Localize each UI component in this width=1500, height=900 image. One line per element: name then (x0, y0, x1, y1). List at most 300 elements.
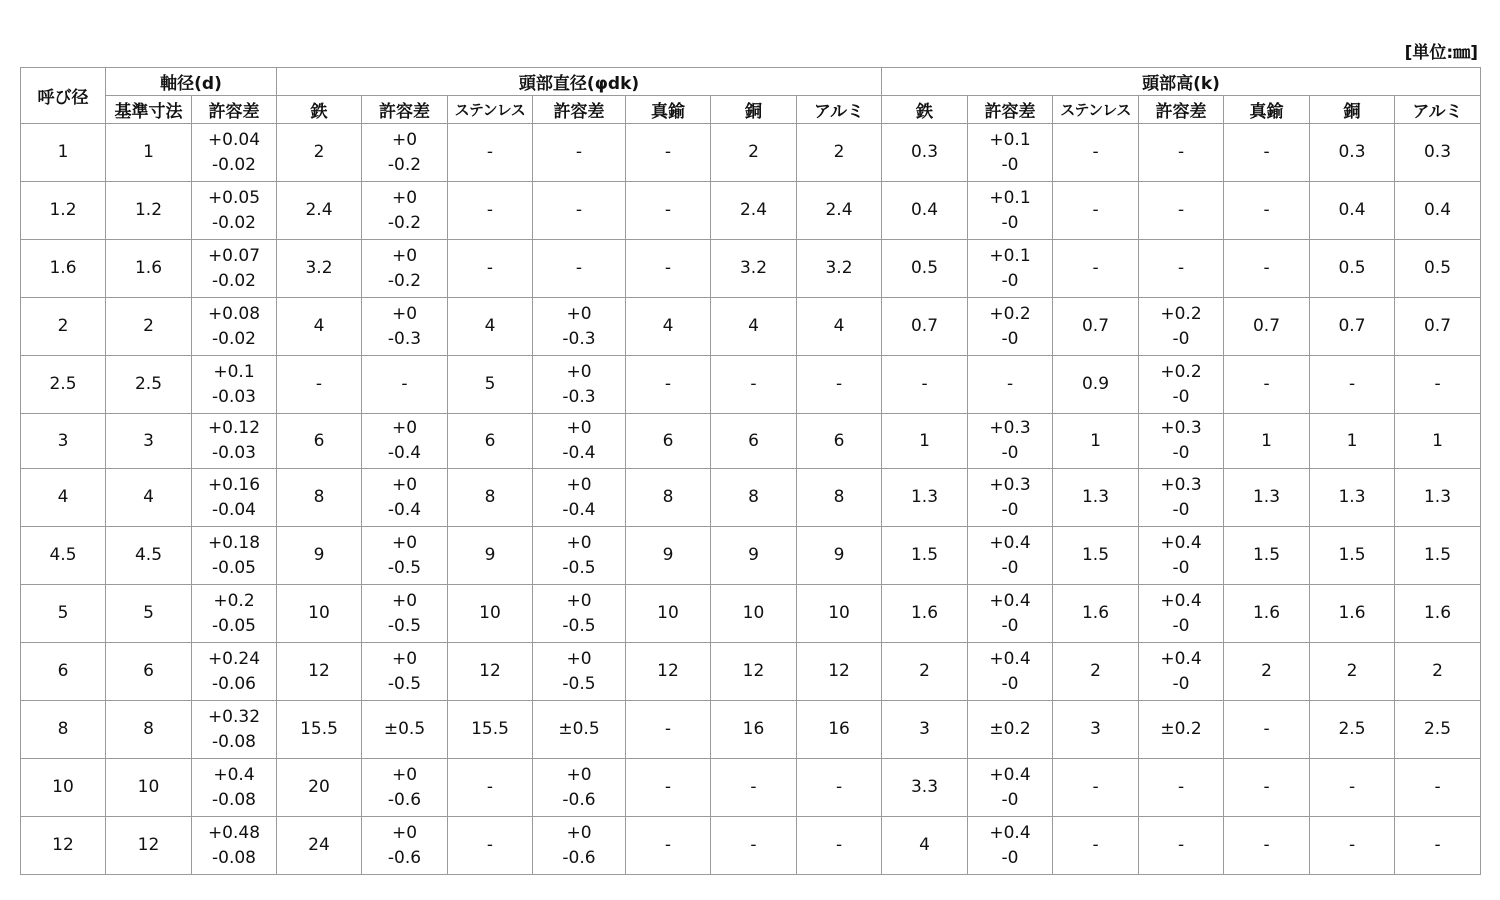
cell-dk-iron: 10 (277, 585, 362, 643)
table-row (21, 585, 1481, 643)
cell-dk-stainless: 8 (448, 469, 533, 527)
cell-dk-aluminum: 6 (797, 414, 882, 469)
cell-k-iron-tolerance (968, 414, 1053, 469)
cell-k-aluminum: 0.4 (1395, 182, 1481, 240)
cell-k-copper: 0.7 (1310, 298, 1395, 356)
cell-dk-iron: 12 (277, 643, 362, 701)
tolerance-value: +0.2 (1160, 361, 1202, 382)
header-k-stainless: ステンレス (1053, 96, 1139, 124)
tolerance-value: - (1177, 200, 1185, 220)
cell-k-stainless: 0.9 (1053, 356, 1139, 414)
cell-dk-iron: 6 (277, 414, 362, 469)
tolerance-value: -0.06 (212, 673, 256, 694)
cell-k-stainless-tolerance (1139, 701, 1224, 759)
cell-shaft-tolerance (192, 124, 277, 182)
cell-dk-iron: 2.4 (277, 182, 362, 240)
table-body (21, 124, 1481, 875)
cell-k-aluminum: 1.5 (1395, 527, 1481, 585)
cell-dk-aluminum: 10 (797, 585, 882, 643)
cell-k-stainless: 1.5 (1053, 527, 1139, 585)
cell-k-stainless-tolerance (1139, 817, 1224, 875)
cell-k-aluminum: 0.3 (1395, 124, 1481, 182)
cell-dk-iron: 9 (277, 527, 362, 585)
cell-nominal: 4 (21, 469, 106, 527)
cell-dk-brass: 4 (626, 298, 711, 356)
header-head-height-group: 頭部高(k) (882, 68, 1481, 96)
cell-k-copper: 2 (1310, 643, 1395, 701)
cell-k-brass: 1.6 (1224, 585, 1310, 643)
cell-dk-iron-tolerance (362, 182, 448, 240)
cell-k-stainless: 0.7 (1053, 298, 1139, 356)
header-row-1 (21, 68, 1481, 96)
tolerance-value: +0.1 (989, 187, 1031, 208)
tolerance-value: - (1177, 835, 1185, 855)
table-row (21, 182, 1481, 240)
tolerance-value: +0 (566, 532, 592, 553)
cell-dk-stainless: 6 (448, 414, 533, 469)
cell-shaft-basic: 4 (106, 469, 192, 527)
cell-k-stainless: - (1053, 240, 1139, 298)
cell-dk-copper: - (711, 356, 797, 414)
tolerance-value: -0.5 (387, 557, 422, 578)
cell-k-iron-tolerance (968, 643, 1053, 701)
cell-shaft-basic: 3 (106, 414, 192, 469)
cell-k-iron-tolerance (968, 469, 1053, 527)
cell-k-stainless: - (1053, 759, 1139, 817)
header-dk-copper: 銅 (711, 96, 797, 124)
tolerance-value: -0.5 (562, 557, 596, 578)
tolerance-value: +0 (391, 764, 418, 785)
tolerance-value: +0.24 (207, 648, 261, 669)
cell-dk-stainless: - (448, 182, 533, 240)
cell-shaft-tolerance (192, 298, 277, 356)
cell-dk-stainless: - (448, 124, 533, 182)
cell-dk-iron-tolerance (362, 356, 448, 414)
tolerance-value: +0 (391, 822, 418, 843)
header-row-2 (21, 96, 1481, 124)
cell-nominal: 12 (21, 817, 106, 875)
tolerance-value: -0 (1001, 789, 1019, 810)
cell-k-iron: 1.6 (882, 585, 968, 643)
cell-k-aluminum: 2.5 (1395, 701, 1481, 759)
cell-dk-aluminum: - (797, 759, 882, 817)
cell-dk-copper: 8 (711, 469, 797, 527)
tolerance-value: - (1177, 258, 1185, 278)
cell-k-stainless: 1.6 (1053, 585, 1139, 643)
cell-k-iron-tolerance (968, 585, 1053, 643)
tolerance-value: +0 (566, 822, 592, 843)
cell-k-aluminum: 1.6 (1395, 585, 1481, 643)
cell-k-stainless: 2 (1053, 643, 1139, 701)
cell-k-brass: - (1224, 240, 1310, 298)
tolerance-value: +0.2 (1160, 303, 1202, 324)
cell-shaft-tolerance (192, 414, 277, 469)
cell-dk-brass: 9 (626, 527, 711, 585)
cell-dk-iron-tolerance (362, 527, 448, 585)
tolerance-value: -0.5 (387, 615, 422, 636)
cell-dk-aluminum: 8 (797, 469, 882, 527)
cell-dk-aluminum: 9 (797, 527, 882, 585)
cell-k-aluminum: 0.5 (1395, 240, 1481, 298)
tolerance-value: -0.02 (212, 328, 256, 349)
cell-dk-stainless-tolerance (533, 527, 626, 585)
header-dk-aluminum: アルミ (797, 96, 882, 124)
cell-k-brass: - (1224, 701, 1310, 759)
tolerance-value: +0 (391, 187, 418, 208)
cell-k-iron-tolerance (968, 124, 1053, 182)
cell-k-iron-tolerance (968, 182, 1053, 240)
tolerance-value: +0 (391, 648, 418, 669)
tolerance-value: -0.02 (212, 154, 256, 175)
cell-dk-aluminum: 16 (797, 701, 882, 759)
header-k-copper: 銅 (1310, 96, 1395, 124)
cell-dk-copper: - (711, 817, 797, 875)
cell-k-aluminum: - (1395, 759, 1481, 817)
tolerance-value: +0.16 (207, 474, 261, 495)
cell-shaft-tolerance (192, 643, 277, 701)
cell-dk-brass: - (626, 182, 711, 240)
cell-k-aluminum: 1.3 (1395, 469, 1481, 527)
cell-dk-brass: 6 (626, 414, 711, 469)
cell-k-brass: - (1224, 182, 1310, 240)
tolerance-value: +0.4 (989, 822, 1031, 843)
cell-dk-aluminum: 3.2 (797, 240, 882, 298)
cell-k-copper: 2.5 (1310, 701, 1395, 759)
cell-nominal: 5 (21, 585, 106, 643)
tolerance-value: -0 (1001, 615, 1019, 636)
cell-k-copper: - (1310, 356, 1395, 414)
cell-dk-iron: 15.5 (277, 701, 362, 759)
cell-k-iron: 1.5 (882, 527, 968, 585)
cell-k-brass: - (1224, 356, 1310, 414)
tolerance-value: -0.08 (212, 789, 256, 810)
table-row (21, 527, 1481, 585)
cell-dk-stainless: 10 (448, 585, 533, 643)
header-k-brass: 真鍮 (1224, 96, 1310, 124)
cell-nominal: 1.2 (21, 182, 106, 240)
tolerance-value: -0 (1172, 673, 1190, 694)
cell-k-copper: - (1310, 817, 1395, 875)
header-dk-brass: 真鍮 (626, 96, 711, 124)
tolerance-value: +0.32 (207, 706, 261, 727)
cell-shaft-tolerance (192, 759, 277, 817)
cell-k-iron: 3 (882, 701, 968, 759)
tolerance-value: +0 (566, 303, 592, 324)
cell-shaft-basic: 2 (106, 298, 192, 356)
tolerance-value: +0.3 (989, 474, 1031, 495)
cell-k-iron-tolerance (968, 759, 1053, 817)
tolerance-value: - (1177, 142, 1185, 162)
tolerance-value: ±0.2 (989, 719, 1031, 739)
cell-dk-aluminum: 12 (797, 643, 882, 701)
tolerance-value: -0.03 (212, 386, 256, 407)
tolerance-value: -0 (1172, 615, 1190, 636)
tolerance-value: +0.4 (989, 532, 1031, 553)
cell-dk-stainless-tolerance (533, 817, 626, 875)
cell-dk-iron: 4 (277, 298, 362, 356)
cell-dk-aluminum: 4 (797, 298, 882, 356)
tolerance-value: - (575, 200, 583, 220)
tolerance-value: -0.3 (562, 386, 596, 407)
tolerance-value: -0.4 (562, 499, 596, 520)
cell-k-iron: 0.4 (882, 182, 968, 240)
cell-dk-iron-tolerance (362, 759, 448, 817)
cell-dk-iron: 24 (277, 817, 362, 875)
cell-k-copper: 1.5 (1310, 527, 1395, 585)
cell-k-aluminum: - (1395, 817, 1481, 875)
header-k-iron: 鉄 (882, 96, 968, 124)
dimension-table (20, 67, 1481, 875)
cell-shaft-basic: 12 (106, 817, 192, 875)
tolerance-value: -0.02 (212, 212, 256, 233)
cell-dk-iron: 2 (277, 124, 362, 182)
tolerance-value: +0.12 (207, 418, 261, 438)
cell-dk-stainless-tolerance (533, 643, 626, 701)
cell-dk-iron-tolerance (362, 643, 448, 701)
cell-dk-stainless-tolerance (533, 298, 626, 356)
cell-k-stainless-tolerance (1139, 298, 1224, 356)
cell-shaft-tolerance (192, 182, 277, 240)
cell-k-iron-tolerance (968, 240, 1053, 298)
cell-nominal: 2 (21, 298, 106, 356)
tolerance-value: - (1006, 374, 1014, 394)
cell-shaft-basic: 5 (106, 585, 192, 643)
cell-dk-stainless: 5 (448, 356, 533, 414)
cell-dk-stainless-tolerance (533, 124, 626, 182)
cell-k-iron-tolerance (968, 298, 1053, 356)
cell-k-copper: 0.3 (1310, 124, 1395, 182)
cell-k-iron: 0.5 (882, 240, 968, 298)
tolerance-value: +0.1 (213, 361, 255, 382)
cell-dk-copper: 3.2 (711, 240, 797, 298)
tolerance-value: -0 (1001, 270, 1019, 291)
tolerance-value: +0 (391, 129, 418, 150)
cell-k-copper: 0.4 (1310, 182, 1395, 240)
cell-k-brass: 0.7 (1224, 298, 1310, 356)
tolerance-value: -0.6 (562, 789, 596, 810)
cell-dk-copper: 2 (711, 124, 797, 182)
cell-k-aluminum: 1 (1395, 414, 1481, 469)
cell-dk-copper: 10 (711, 585, 797, 643)
tolerance-value: -0.2 (387, 212, 422, 233)
cell-dk-stainless-tolerance (533, 469, 626, 527)
cell-dk-stainless-tolerance (533, 182, 626, 240)
tolerance-value: -0.2 (387, 270, 422, 291)
cell-dk-iron-tolerance (362, 298, 448, 356)
cell-k-iron: 1 (882, 414, 968, 469)
cell-dk-iron: - (277, 356, 362, 414)
cell-k-stainless: - (1053, 182, 1139, 240)
header-k-iron-tolerance: 許容差 (968, 96, 1053, 124)
tolerance-value: +0.04 (207, 129, 261, 150)
header-dk-iron-tolerance: 許容差 (362, 96, 448, 124)
header-shaft-tolerance: 許容差 (192, 96, 277, 124)
cell-dk-stainless: - (448, 817, 533, 875)
cell-k-brass: - (1224, 124, 1310, 182)
table-row (21, 240, 1481, 298)
tolerance-value: -0.4 (387, 443, 422, 463)
tolerance-value: +0 (391, 590, 418, 611)
cell-shaft-tolerance (192, 701, 277, 759)
cell-k-iron: 0.3 (882, 124, 968, 182)
tolerance-value: - (575, 258, 583, 278)
cell-shaft-basic: 4.5 (106, 527, 192, 585)
cell-shaft-basic: 8 (106, 701, 192, 759)
tolerance-value: +0.1 (989, 129, 1031, 150)
tolerance-value: -0 (1172, 328, 1190, 349)
table-row (21, 414, 1481, 469)
tolerance-value: -0.03 (212, 443, 256, 463)
cell-shaft-basic: 1.2 (106, 182, 192, 240)
cell-dk-brass: - (626, 240, 711, 298)
tolerance-value: -0.5 (387, 673, 422, 694)
cell-dk-aluminum: - (797, 817, 882, 875)
header-k-aluminum: アルミ (1395, 96, 1481, 124)
tolerance-value: - (1177, 777, 1185, 797)
cell-dk-brass: 12 (626, 643, 711, 701)
cell-dk-aluminum: 2 (797, 124, 882, 182)
header-k-stainless-tolerance: 許容差 (1139, 96, 1224, 124)
tolerance-value: +0 (566, 648, 592, 669)
tolerance-value: -0 (1001, 499, 1019, 520)
cell-k-stainless-tolerance (1139, 240, 1224, 298)
tolerance-value: -0 (1001, 557, 1019, 578)
cell-dk-stainless-tolerance (533, 585, 626, 643)
tolerance-value: +0.48 (207, 822, 261, 843)
tolerance-value: +0.3 (1160, 474, 1202, 495)
cell-dk-copper: 6 (711, 414, 797, 469)
cell-dk-copper: 12 (711, 643, 797, 701)
tolerance-value: +0 (566, 474, 592, 495)
tolerance-value: +0 (391, 245, 418, 266)
tolerance-value: -0.4 (562, 443, 596, 463)
cell-k-iron: 3.3 (882, 759, 968, 817)
tolerance-value: ±0.5 (383, 719, 426, 739)
cell-shaft-basic: 2.5 (106, 356, 192, 414)
cell-dk-stainless: 9 (448, 527, 533, 585)
cell-dk-iron: 20 (277, 759, 362, 817)
cell-shaft-basic: 1.6 (106, 240, 192, 298)
cell-nominal: 1 (21, 124, 106, 182)
cell-k-stainless-tolerance (1139, 759, 1224, 817)
header-shaft-group: 軸径(d) (106, 68, 277, 96)
tolerance-value: -0.08 (212, 847, 256, 868)
tolerance-value: -0.6 (562, 847, 596, 868)
table-row (21, 701, 1481, 759)
cell-k-iron-tolerance (968, 817, 1053, 875)
header-shaft-basic: 基準寸法 (106, 96, 192, 124)
tolerance-value: -0.6 (387, 789, 422, 810)
tolerance-value: - (401, 374, 408, 394)
tolerance-value: +0 (391, 532, 418, 553)
tolerance-value: -0 (1001, 847, 1019, 868)
cell-k-stainless: 3 (1053, 701, 1139, 759)
cell-dk-stainless-tolerance (533, 414, 626, 469)
tolerance-value: +0.05 (207, 187, 261, 208)
cell-dk-copper: 2.4 (711, 182, 797, 240)
cell-k-brass: 1 (1224, 414, 1310, 469)
cell-k-iron-tolerance (968, 356, 1053, 414)
cell-dk-brass: - (626, 124, 711, 182)
cell-dk-brass: - (626, 356, 711, 414)
tolerance-value: +0 (566, 590, 592, 611)
cell-k-aluminum: 0.7 (1395, 298, 1481, 356)
cell-shaft-tolerance (192, 527, 277, 585)
cell-dk-copper: 16 (711, 701, 797, 759)
cell-k-iron: - (882, 356, 968, 414)
cell-k-stainless-tolerance (1139, 469, 1224, 527)
cell-k-iron-tolerance (968, 701, 1053, 759)
tolerance-value: -0.3 (562, 328, 596, 349)
tolerance-value: -0 (1001, 443, 1019, 463)
tolerance-value: +0.1 (989, 245, 1031, 266)
cell-dk-iron: 8 (277, 469, 362, 527)
tolerance-value: -0 (1001, 328, 1019, 349)
cell-dk-copper: 9 (711, 527, 797, 585)
cell-k-stainless-tolerance (1139, 356, 1224, 414)
cell-dk-iron-tolerance (362, 701, 448, 759)
tolerance-value: +0.2 (213, 590, 255, 611)
cell-shaft-tolerance (192, 585, 277, 643)
tolerance-value: +0.18 (207, 532, 261, 553)
tolerance-value: +0.4 (989, 764, 1031, 785)
tolerance-value: +0 (566, 361, 592, 382)
tolerance-value: - (575, 142, 583, 162)
cell-dk-stainless-tolerance (533, 240, 626, 298)
tolerance-value: -0.5 (562, 615, 596, 636)
cell-k-copper: 1.3 (1310, 469, 1395, 527)
cell-dk-brass: - (626, 817, 711, 875)
cell-dk-iron-tolerance (362, 817, 448, 875)
header-dk-stainless: ステンレス (448, 96, 533, 124)
tolerance-value: +0.2 (989, 303, 1031, 324)
tolerance-value: ±0.2 (1160, 719, 1202, 739)
table-row (21, 124, 1481, 182)
tolerance-value: ±0.5 (558, 719, 600, 739)
cell-dk-brass: 8 (626, 469, 711, 527)
cell-dk-stainless-tolerance (533, 356, 626, 414)
tolerance-value: -0 (1172, 499, 1190, 520)
cell-dk-stainless: 4 (448, 298, 533, 356)
cell-dk-iron-tolerance (362, 469, 448, 527)
cell-k-iron: 2 (882, 643, 968, 701)
tolerance-value: -0 (1172, 557, 1190, 578)
table-row (21, 817, 1481, 875)
cell-dk-iron-tolerance (362, 585, 448, 643)
cell-k-iron: 1.3 (882, 469, 968, 527)
tolerance-value: -0.05 (212, 557, 256, 578)
cell-k-iron: 4 (882, 817, 968, 875)
cell-nominal: 1.6 (21, 240, 106, 298)
cell-shaft-tolerance (192, 240, 277, 298)
tolerance-value: +0 (391, 474, 418, 495)
cell-k-stainless-tolerance (1139, 124, 1224, 182)
cell-shaft-basic: 1 (106, 124, 192, 182)
cell-dk-stainless: - (448, 759, 533, 817)
cell-dk-brass: 10 (626, 585, 711, 643)
tolerance-value: +0.4 (1160, 532, 1202, 553)
cell-k-copper: 1 (1310, 414, 1395, 469)
table-row (21, 356, 1481, 414)
cell-shaft-tolerance (192, 469, 277, 527)
tolerance-value: -0.08 (212, 731, 256, 752)
cell-k-iron-tolerance (968, 527, 1053, 585)
cell-k-copper: 0.5 (1310, 240, 1395, 298)
cell-nominal: 6 (21, 643, 106, 701)
tolerance-value: +0 (391, 303, 418, 324)
cell-shaft-tolerance (192, 356, 277, 414)
cell-k-copper: 1.6 (1310, 585, 1395, 643)
